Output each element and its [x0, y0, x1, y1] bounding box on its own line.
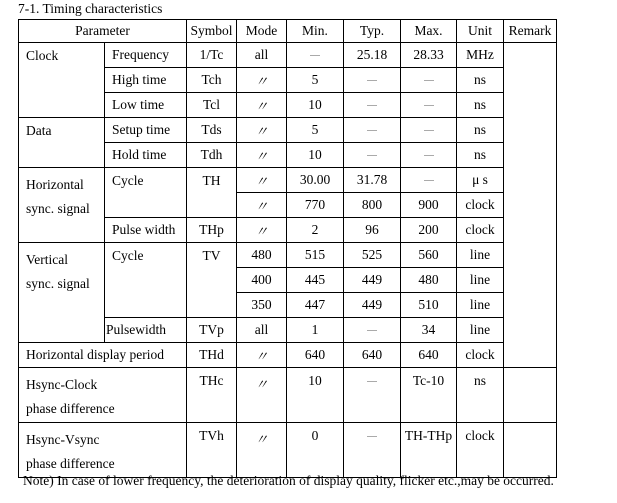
max-cell: Tc-10: [401, 368, 457, 423]
mode-cell: 〃: [237, 368, 287, 423]
param-frequency: Frequency: [105, 43, 187, 68]
min-cell: 0: [287, 423, 344, 478]
symbol-cell: THp: [187, 218, 237, 243]
param-hold-time: Hold time: [105, 143, 187, 168]
group-label-line: Vertical: [26, 252, 68, 267]
unit-cell: line: [457, 318, 504, 343]
param-v-pulse-width: Pulsewidth: [105, 318, 187, 343]
group-hsync-clock: [19, 368, 187, 423]
group-label-line: Hsync-Vsync: [26, 432, 100, 447]
unit-cell: clock: [457, 193, 504, 218]
header-max: Max.: [401, 20, 457, 43]
header-row: [19, 20, 557, 43]
header-symbol: Symbol: [187, 20, 237, 43]
mode-cell: 〃: [237, 68, 287, 93]
group-label-line: Hsync-Clock: [26, 377, 98, 392]
group-label-line: phase difference: [26, 401, 115, 416]
table-row: [19, 168, 557, 193]
symbol-cell: Tch: [187, 68, 237, 93]
footnote: Note) In case of lower frequency, the deterioration of display quality, flicker etc.,may be occurred.: [23, 473, 554, 488]
remark-cell: [504, 368, 557, 423]
mode-cell: 480: [237, 243, 287, 268]
unit-cell: clock: [457, 218, 504, 243]
remark-cell: [504, 423, 557, 478]
mode-cell: all: [237, 43, 287, 68]
mode-cell: 〃: [237, 143, 287, 168]
dash-mark: [424, 105, 434, 106]
timing-table: [18, 19, 557, 478]
table-row: [19, 423, 557, 478]
min-cell: 5: [287, 118, 344, 143]
header-mode: Mode: [237, 20, 287, 43]
typ-cell: 449: [344, 293, 401, 318]
symbol-cell: 1/Tc: [187, 43, 237, 68]
symbol-cell: TVh: [187, 423, 237, 478]
mode-cell: 350: [237, 293, 287, 318]
mode-cell: 〃: [237, 343, 287, 368]
typ-cell: 800: [344, 193, 401, 218]
dash-mark: [424, 130, 434, 131]
table-row: [19, 118, 557, 143]
group-hsync-vsync: [19, 423, 187, 478]
min-cell: 5: [287, 68, 344, 93]
mode-cell: 〃: [237, 93, 287, 118]
section-title: 7-1. Timing characteristics: [18, 1, 163, 16]
typ-cell: 31.78: [344, 168, 401, 193]
max-cell: 28.33: [401, 43, 457, 68]
min-cell: 10: [287, 143, 344, 168]
header-unit: Unit: [457, 20, 504, 43]
min-cell: 10: [287, 93, 344, 118]
dash-mark: [367, 330, 377, 331]
min-cell: [287, 43, 344, 68]
mode-cell: 〃: [237, 168, 287, 193]
min-cell: 515: [287, 243, 344, 268]
remark-cell: [504, 43, 557, 368]
dash-mark: [367, 436, 377, 437]
dash-mark: [367, 105, 377, 106]
group-label-line: phase difference: [26, 456, 115, 471]
typ-cell: [344, 93, 401, 118]
typ-cell: [344, 423, 401, 478]
typ-cell: 449: [344, 268, 401, 293]
symbol-cell: TH: [187, 168, 237, 218]
unit-cell: ns: [457, 368, 504, 423]
unit-cell: line: [457, 243, 504, 268]
mode-cell: 〃: [237, 423, 287, 478]
symbol-cell: Tcl: [187, 93, 237, 118]
mode-cell: 〃: [237, 193, 287, 218]
mode-cell: 400: [237, 268, 287, 293]
max-cell: 34: [401, 318, 457, 343]
unit-cell: clock: [457, 423, 504, 478]
dash-mark: [367, 80, 377, 81]
param-high-time: High time: [105, 68, 187, 93]
max-cell: [401, 93, 457, 118]
min-cell: 1: [287, 318, 344, 343]
typ-cell: 96: [344, 218, 401, 243]
param-v-cycle: Cycle: [105, 243, 187, 318]
table-row: [19, 43, 557, 68]
dash-mark: [367, 155, 377, 156]
typ-cell: [344, 143, 401, 168]
header-typ: Typ.: [344, 20, 401, 43]
min-cell: 2: [287, 218, 344, 243]
min-cell: 640: [287, 343, 344, 368]
max-cell: [401, 168, 457, 193]
typ-cell: [344, 118, 401, 143]
max-cell: 900: [401, 193, 457, 218]
group-clock: Clock: [19, 43, 105, 118]
header-remark: Remark: [504, 20, 557, 43]
unit-cell: clock: [457, 343, 504, 368]
unit-cell: ns: [457, 68, 504, 93]
param-setup-time: Setup time: [105, 118, 187, 143]
typ-cell: [344, 318, 401, 343]
dash-mark: [424, 155, 434, 156]
group-h-display-period: Horizontal display period: [19, 343, 187, 368]
symbol-cell: TVp: [187, 318, 237, 343]
group-vsync: [19, 243, 105, 343]
dash-mark: [424, 180, 434, 181]
typ-cell: 25.18: [344, 43, 401, 68]
unit-cell: MHz: [457, 43, 504, 68]
group-label-line: sync. signal: [26, 201, 90, 216]
table-row: [19, 368, 557, 423]
symbol-cell: THd: [187, 343, 237, 368]
unit-cell: ns: [457, 143, 504, 168]
min-cell: 447: [287, 293, 344, 318]
unit-cell: line: [457, 268, 504, 293]
param-h-pulse-width: Pulse width: [105, 218, 187, 243]
max-cell: 560: [401, 243, 457, 268]
table-row: [19, 243, 557, 268]
unit-cell: μ s: [457, 168, 504, 193]
param-h-cycle: Cycle: [105, 168, 187, 218]
max-cell: TH-THp: [401, 423, 457, 478]
min-cell: 770: [287, 193, 344, 218]
group-label-line: Horizontal: [26, 177, 84, 192]
typ-cell: [344, 68, 401, 93]
max-cell: [401, 118, 457, 143]
max-cell: 200: [401, 218, 457, 243]
param-low-time: Low time: [105, 93, 187, 118]
min-cell: 10: [287, 368, 344, 423]
group-data: Data: [19, 118, 105, 168]
header-min: Min.: [287, 20, 344, 43]
mode-cell: all: [237, 318, 287, 343]
mode-cell: 〃: [237, 218, 287, 243]
symbol-cell: Tds: [187, 118, 237, 143]
symbol-cell: Tdh: [187, 143, 237, 168]
max-cell: 510: [401, 293, 457, 318]
typ-cell: 525: [344, 243, 401, 268]
max-cell: [401, 143, 457, 168]
dash-mark: [367, 130, 377, 131]
max-cell: 640: [401, 343, 457, 368]
mode-cell: 〃: [237, 118, 287, 143]
group-label-line: sync. signal: [26, 276, 90, 291]
symbol-cell: THc: [187, 368, 237, 423]
max-cell: 480: [401, 268, 457, 293]
table-row: [19, 343, 557, 368]
typ-cell: 640: [344, 343, 401, 368]
header-parameter: Parameter: [19, 20, 187, 43]
max-cell: [401, 68, 457, 93]
group-hsync: [19, 168, 105, 243]
unit-cell: line: [457, 293, 504, 318]
unit-cell: ns: [457, 93, 504, 118]
typ-cell: [344, 368, 401, 423]
min-cell: 445: [287, 268, 344, 293]
symbol-cell: TV: [187, 243, 237, 318]
dash-mark: [310, 55, 320, 56]
dash-mark: [424, 80, 434, 81]
min-cell: 30.00: [287, 168, 344, 193]
dash-mark: [367, 381, 377, 382]
unit-cell: ns: [457, 118, 504, 143]
